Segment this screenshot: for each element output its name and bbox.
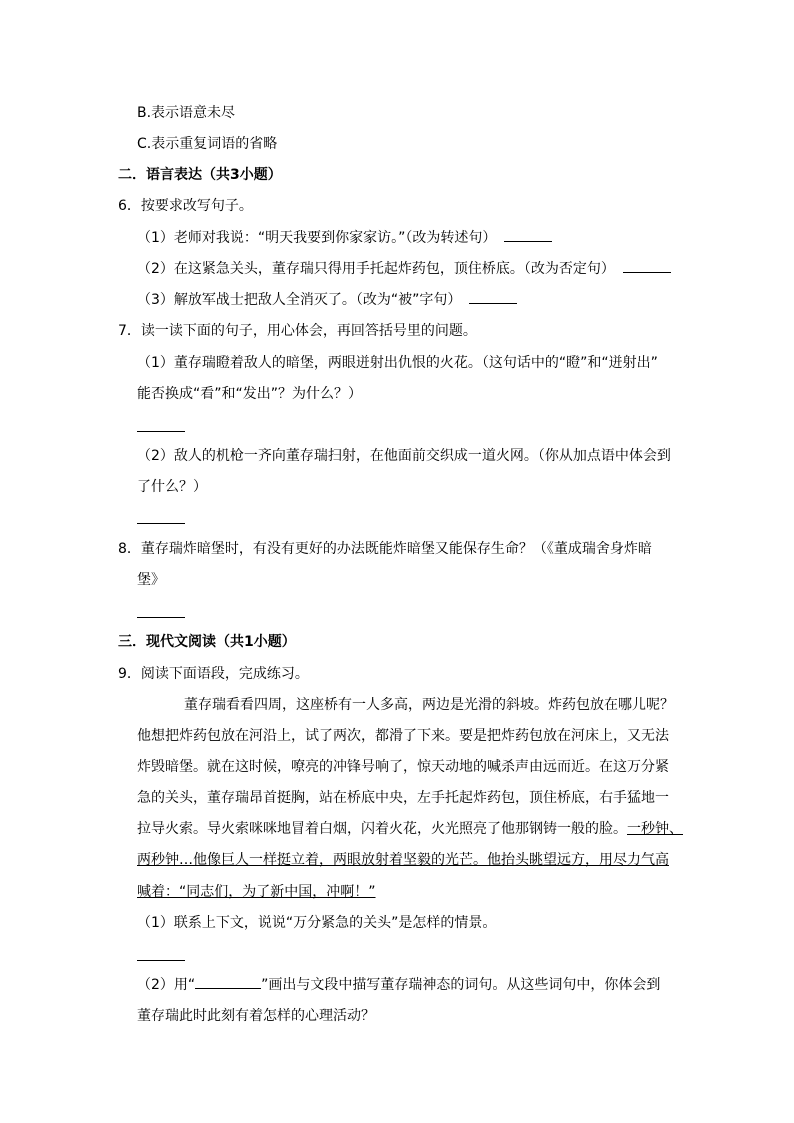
question-6-item-2: （2）在这紧急关头，董存瑞只得用手托起炸药包，顶住桥底。（改为否定句） [137, 259, 671, 279]
question-9-stem: 9．阅读下面语段，完成练习。 [118, 666, 309, 682]
underline-sample [195, 976, 261, 989]
question-8-line-1: 8．董存瑞炸暗堡时，有没有更好的办法既能炸暗堡又能保存生命？（《董成瑞舍身炸暗 [118, 541, 652, 557]
question-7-item-2-line-2: 了什么？） [137, 479, 207, 495]
passage-line-2: 他想把炸药包放在河沿上，试了两次，都滑了下来。要是把炸药包放在河床上，又无法 [137, 728, 669, 744]
question-6-item-3: （3）解放军战士把敌人全消灭了。（改为“被”字句） [137, 290, 517, 310]
option-c: C.表示重复词语的省略 [137, 136, 278, 152]
question-7-item-1-line-2: 能否换成“看”和“发出”？为什么？） [137, 386, 363, 402]
question-9-item-1: （1）联系上下文，说说“万分紧急的关头”是怎样的情景。 [137, 915, 497, 931]
passage-line-4: 急的关头，董存瑞昂首挺胸，站在桥底中央，左手托起炸药包，顶住桥底，右手猛地一 [137, 790, 669, 806]
answer-blank[interactable] [137, 431, 185, 432]
passage-line-3: 炸毁暗堡。就在这时候，嘹亮的冲锋号响了，惊天动地的喊杀声由远而近。在这万分紧 [137, 759, 669, 775]
passage-line-5: 拉导火索。导火索咪咪地冒着白烟，闪着火花，火光照亮了他那钢铸一般的脸。一秒钟、 [137, 821, 683, 837]
question-7-stem: 7．读一读下面的句子，用心体会，再回答括号里的问题。 [118, 323, 477, 339]
answer-blank[interactable] [623, 260, 671, 273]
answer-blank[interactable] [137, 960, 185, 961]
question-8-line-2: 堡》 [137, 572, 165, 588]
question-6-item-1: （1）老师对我说：“明天我要到你家家访。”（改为转述句） [137, 228, 552, 248]
question-7-item-1-line-1: （1）董存瑞瞪着敌人的暗堡，两眼迸射出仇恨的火花。（这句话中的“瞪”和“迸射出” [137, 355, 658, 371]
question-9-item-2-line-1: （2）用“ ”画出与文段中描写董存瑞神态的词句。从这些词句中，你体会到 [137, 977, 661, 993]
option-b: B.表示语意未尽 [137, 105, 236, 121]
passage-line-6: 两秒钟…他像巨人一样挺立着，两眼放射着坚毅的光芒。他抬头眺望远方，用尽力气高 [137, 852, 669, 868]
answer-blank[interactable] [469, 291, 517, 304]
passage-line-7: 喊着：“同志们，为了新中国，冲啊！” [137, 884, 376, 900]
answer-blank[interactable] [137, 617, 185, 618]
answer-blank[interactable] [504, 229, 552, 242]
section-2-heading: 二．语言表达（共3小题） [118, 167, 282, 183]
section-3-heading: 三．现代文阅读（共1小题） [118, 634, 296, 650]
question-7-item-2-line-1: （2）敌人的机枪一齐向董存瑞扫射，在他面前交织成一道火网。（你从加点语中体会到 [137, 448, 671, 464]
question-6-stem: 6．按要求改写句子。 [118, 198, 253, 214]
question-9-item-2-line-2: 董存瑞此时此刻有着怎样的心理活动？ [137, 1008, 375, 1024]
passage-line-1: 董存瑞看看四周，这座桥有一人多高，两边是光滑的斜坡。炸药包放在哪儿呢？ [184, 697, 674, 713]
answer-blank[interactable] [137, 523, 185, 524]
underlined-phrase: 一秒钟、 [627, 821, 683, 837]
